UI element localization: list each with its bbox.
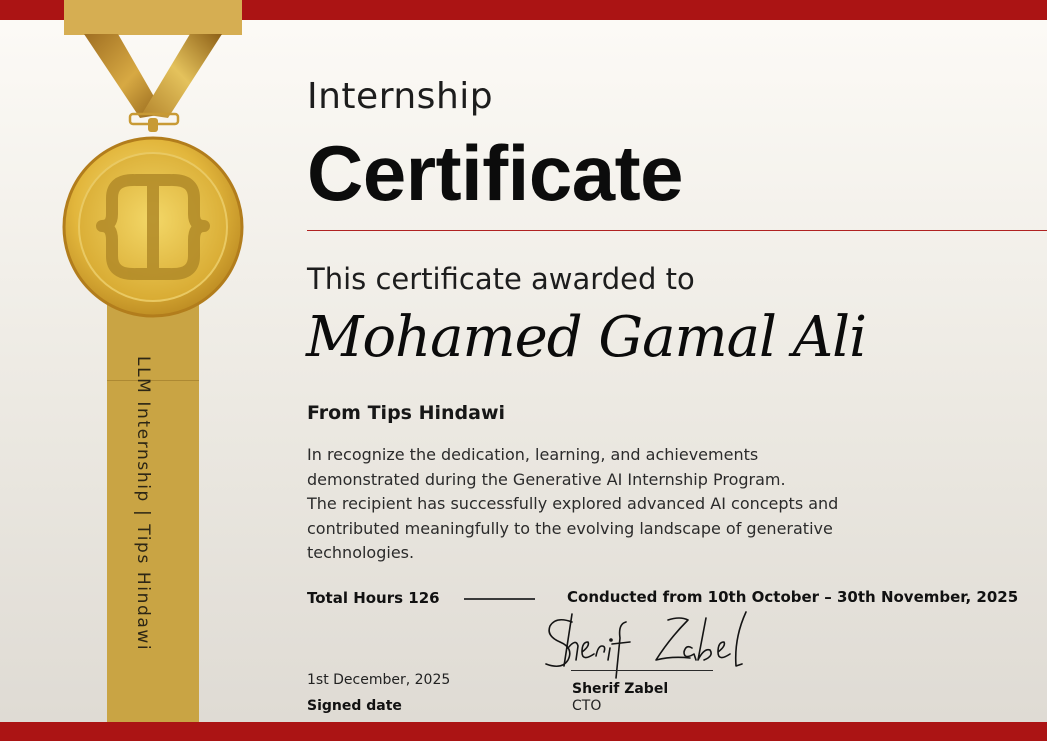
program-dates: Conducted from 10th October – 30th November, 2025 (567, 588, 1019, 606)
paragraph-line: The recipient has successfully explored advanced AI concepts and (307, 494, 839, 513)
certificate-subtitle: Internship (307, 76, 494, 117)
medal-strip (107, 300, 199, 722)
certificate-title: Certificate (307, 129, 683, 217)
details-separator (464, 598, 535, 600)
paragraph-line: demonstrated during the Generative AI Internship Program. (307, 469, 786, 489)
strip-divider (107, 380, 199, 381)
paragraph-line: contributed meaningfully to the evolving landscape of generative (307, 518, 833, 538)
bottom-red-band (0, 722, 1047, 741)
paragraph-line: In recognize the dedication, learning, and achievements (307, 445, 759, 464)
paragraph-line: technologies. (307, 543, 415, 562)
title-divider (307, 230, 1047, 231)
gold-medal (60, 118, 246, 318)
recipient-name: Mohamed Gamal Ali (306, 305, 866, 370)
signed-date: 1st December, 2025 (307, 672, 451, 688)
strip-caption: LLM Internship | Tips Hindawi (133, 356, 153, 652)
signed-date-label: Signed date (307, 698, 402, 714)
awarded-intro: This certificate awarded to (307, 262, 695, 296)
signer-name: Sherif Zabel (572, 681, 669, 697)
signer-role: CTO (572, 698, 602, 714)
issuer-line: From Tips Hindawi (307, 402, 506, 424)
total-hours: Total Hours 126 (307, 589, 440, 607)
signature-line (571, 670, 713, 671)
recognition-paragraph (307, 443, 907, 566)
